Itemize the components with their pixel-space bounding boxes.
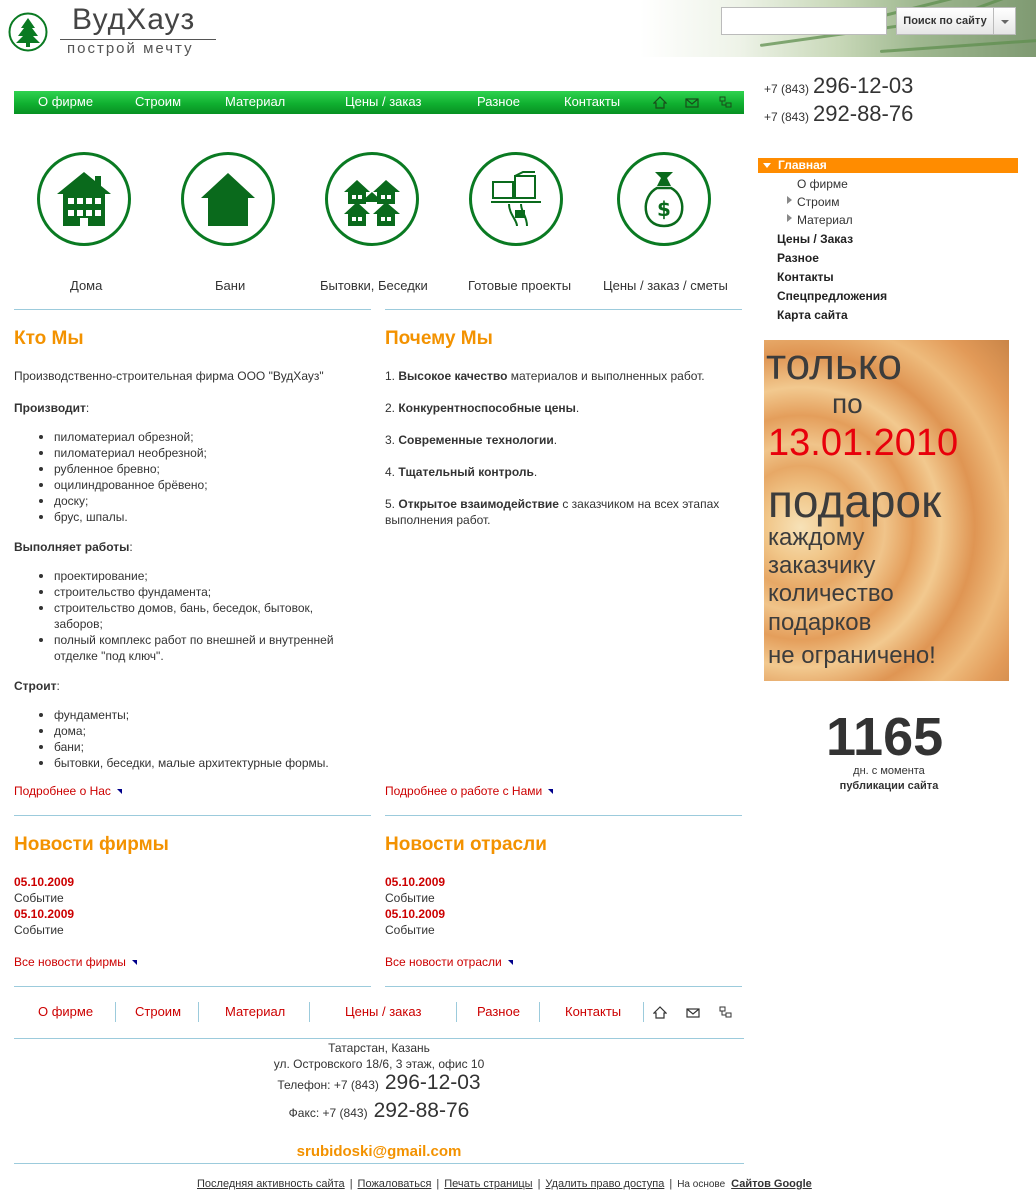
phone-primary bbox=[764, 73, 913, 99]
mail-icon[interactable] bbox=[686, 1006, 700, 1019]
expand-arrow-icon[interactable] bbox=[787, 196, 792, 204]
house-icon bbox=[55, 170, 113, 228]
footer-nav-build[interactable]: Строим bbox=[135, 1004, 182, 1019]
arrow-icon bbox=[548, 789, 553, 794]
works-list bbox=[14, 568, 344, 664]
phone-number: 292-88-76 bbox=[813, 101, 914, 126]
phone-label: Телефон: bbox=[277, 1078, 331, 1092]
sidebar-item-prices[interactable]: Цены / Заказ bbox=[777, 232, 854, 246]
list-item: фундаменты; bbox=[14, 707, 359, 723]
category-label[interactable]: Бытовки, Беседки bbox=[320, 278, 428, 293]
promo-line-unlimited: не ограничено! bbox=[768, 642, 936, 669]
section-title-company-news: Новости фирмы bbox=[14, 834, 169, 855]
list-item: пиломатериал обрезной; bbox=[14, 429, 354, 445]
phone-code: +7 (843) bbox=[764, 110, 810, 124]
why-item-text: . bbox=[575, 401, 580, 415]
footer-region: Татарстан, Казань bbox=[328, 1041, 430, 1055]
svg-text:$: $ bbox=[657, 197, 671, 221]
promo-line-customer: заказчику bbox=[768, 552, 876, 579]
home-icon[interactable] bbox=[653, 1006, 667, 1019]
sitemap-icon[interactable] bbox=[719, 1006, 733, 1019]
why-item-number: 5. bbox=[385, 497, 396, 511]
counter-caption-bold: публикации сайта bbox=[839, 780, 939, 792]
nav-item-prices[interactable]: Цены / заказ bbox=[345, 94, 422, 109]
why-item-number: 2. bbox=[385, 401, 396, 415]
news-date[interactable]: 05.10.2009 bbox=[14, 907, 75, 921]
why-item-text: . bbox=[553, 433, 558, 447]
category-label[interactable]: Цены / заказ / сметы bbox=[603, 278, 728, 293]
nav-item-build[interactable]: Строим bbox=[135, 94, 182, 109]
link-label: Все новости фирмы bbox=[14, 955, 126, 969]
promo-banner[interactable] bbox=[764, 340, 1009, 681]
why-item-bold: Тщательный контроль bbox=[398, 465, 534, 479]
promo-line-only: только bbox=[766, 340, 902, 389]
separator bbox=[456, 1002, 457, 1022]
separator bbox=[198, 1002, 199, 1022]
recent-activity-link[interactable]: Последняя активность сайта bbox=[197, 1178, 345, 1190]
category-label[interactable]: Дома bbox=[70, 278, 103, 293]
why-item-text: с заказчиком на всех этапах выполнения работ. bbox=[385, 497, 720, 527]
link-label: Подробнее о Нас bbox=[14, 784, 111, 798]
about-intro: Производственно-строительная фирма ООО "ВудХауз" bbox=[14, 369, 324, 383]
tree-logo-icon[interactable] bbox=[8, 12, 48, 52]
why-item-bold: Конкурентноспособные цены bbox=[398, 401, 576, 415]
builds-label: Строит bbox=[14, 679, 57, 693]
sitemap-icon[interactable] bbox=[719, 96, 733, 109]
mail-icon[interactable] bbox=[685, 96, 699, 109]
phone-number: 296-12-03 bbox=[813, 73, 914, 98]
category-ready-projects[interactable] bbox=[469, 152, 563, 246]
contact-email-link[interactable]: srubidoski@gmail.com bbox=[296, 1143, 462, 1160]
divider bbox=[385, 309, 742, 310]
produces-heading: Производит: bbox=[14, 401, 90, 415]
remove-access-link[interactable]: Удалить право доступа bbox=[545, 1178, 665, 1190]
works-label: Выполняет работы bbox=[14, 540, 130, 554]
footer-fax bbox=[14, 1099, 744, 1123]
all-industry-news-link[interactable] bbox=[385, 955, 513, 969]
arrow-icon bbox=[508, 960, 513, 965]
section-title-about: Кто Мы bbox=[14, 328, 84, 349]
nav-item-misc[interactable]: Разное bbox=[477, 94, 520, 109]
footer-street: ул. Островского 18/6, 3 этаж, офис 10 bbox=[273, 1057, 485, 1071]
why-item-bold: Открытое взаимодействие bbox=[398, 497, 559, 511]
search-input[interactable] bbox=[721, 7, 887, 35]
promo-line-gift: подарок bbox=[768, 475, 942, 527]
separator bbox=[309, 1002, 310, 1022]
why-item bbox=[385, 496, 725, 528]
category-label[interactable]: Бани bbox=[215, 278, 246, 293]
sauna-icon bbox=[199, 170, 257, 228]
sidebar-item-sitemap[interactable]: Карта сайта bbox=[777, 308, 848, 322]
nav-item-contacts[interactable]: Контакты bbox=[564, 94, 621, 109]
list-item: строительство фундамента; bbox=[14, 584, 344, 600]
home-icon[interactable] bbox=[653, 96, 667, 109]
more-work-link[interactable] bbox=[385, 784, 553, 798]
news-date[interactable]: 05.10.2009 bbox=[385, 875, 446, 889]
site-tagline: построй мечту bbox=[67, 40, 194, 57]
search-button[interactable]: Поиск по сайту bbox=[896, 7, 994, 35]
sidebar-item-home[interactable] bbox=[758, 158, 1018, 173]
footer-nav-misc[interactable]: Разное bbox=[477, 1004, 520, 1019]
link-label: Подробнее о работе с Нами bbox=[385, 784, 543, 798]
link-label: Все новости отрасли bbox=[385, 955, 502, 969]
print-page-link[interactable]: Печать страницы bbox=[444, 1178, 533, 1190]
category-prices[interactable] bbox=[617, 152, 711, 246]
days-counter: 1165 bbox=[826, 707, 944, 767]
divider bbox=[385, 986, 742, 987]
news-event[interactable]: Событие bbox=[385, 923, 435, 937]
category-saunas[interactable] bbox=[181, 152, 275, 246]
news-event[interactable]: Событие bbox=[14, 891, 64, 905]
fax-label: Факс: bbox=[288, 1106, 320, 1120]
sidebar-item-misc[interactable]: Разное bbox=[777, 251, 819, 265]
news-date[interactable]: 05.10.2009 bbox=[14, 875, 75, 889]
phone-code: +7 (843) bbox=[764, 82, 810, 96]
sidebar-item-build[interactable]: Строим bbox=[797, 195, 840, 209]
list-item: бытовки, беседки, малые архитектурные формы. bbox=[14, 755, 359, 771]
sidebar-item-material[interactable]: Материал bbox=[797, 213, 853, 227]
report-abuse-link[interactable]: Пожаловаться bbox=[357, 1178, 432, 1190]
section-title-industry-news: Новости отрасли bbox=[385, 834, 547, 855]
divider bbox=[14, 309, 371, 310]
footer-phone bbox=[14, 1071, 744, 1095]
top-nav-bar bbox=[14, 91, 744, 114]
projects-icon bbox=[487, 170, 545, 228]
footer-nav-about[interactable]: О фирме bbox=[38, 1004, 94, 1019]
site-title[interactable]: ВудХауз bbox=[72, 3, 196, 36]
divider bbox=[14, 1163, 744, 1164]
why-item-text: . bbox=[533, 465, 538, 479]
category-label[interactable]: Готовые проекты bbox=[468, 278, 572, 293]
nav-item-material[interactable]: Материал bbox=[225, 94, 286, 109]
news-date[interactable]: 05.10.2009 bbox=[385, 907, 446, 921]
phone-code: +7 (843) bbox=[333, 1078, 379, 1092]
section-title-why: Почему Мы bbox=[385, 328, 493, 349]
list-item: брус, шпалы. bbox=[14, 509, 354, 525]
arrow-icon bbox=[132, 960, 137, 965]
google-sites-footer: Последняя активность сайта | Пожаловаться | Печать страницы | Удалить право доступа | На основе Сайтов Google bbox=[197, 1178, 812, 1190]
divider bbox=[14, 986, 371, 987]
sidebar-item-contacts[interactable]: Контакты bbox=[777, 270, 834, 284]
fax-code: +7 (843) bbox=[322, 1106, 368, 1120]
why-item-number: 4. bbox=[385, 465, 396, 479]
promo-line-gifts: подарков bbox=[768, 609, 872, 636]
counter-caption: дн. с момента bbox=[853, 765, 925, 777]
phone-number: 296-12-03 bbox=[384, 1071, 481, 1094]
promo-date: 13.01.2010 bbox=[768, 422, 959, 464]
cabins-icon bbox=[343, 170, 401, 228]
why-item bbox=[385, 464, 735, 480]
footer-nav-contacts[interactable]: Контакты bbox=[565, 1004, 622, 1019]
category-houses[interactable] bbox=[37, 152, 131, 246]
separator bbox=[643, 1002, 644, 1022]
produces-list bbox=[14, 429, 354, 525]
produces-label: Производит bbox=[14, 401, 86, 415]
why-item-text: материалов и выполненных работ. bbox=[507, 369, 705, 383]
footer-nav-prices[interactable]: Цены / заказ bbox=[345, 1004, 422, 1019]
divider bbox=[14, 1038, 744, 1039]
google-sites-link[interactable]: Сайтов Google bbox=[731, 1178, 812, 1190]
powered-by-label: На основе bbox=[677, 1179, 726, 1190]
nav-item-about[interactable]: О фирме bbox=[38, 94, 94, 109]
sidebar-item-label: Главная bbox=[778, 158, 827, 172]
fax-number: 292-88-76 bbox=[373, 1099, 470, 1122]
works-heading: Выполняет работы: bbox=[14, 540, 133, 554]
list-item: пиломатериал необрезной; bbox=[14, 445, 354, 461]
divider bbox=[14, 815, 371, 816]
promo-line-until: по bbox=[832, 388, 863, 419]
arrow-icon bbox=[117, 789, 122, 794]
all-company-news-link[interactable] bbox=[14, 955, 137, 969]
news-event[interactable]: Событие bbox=[385, 891, 435, 905]
phone-secondary bbox=[764, 101, 913, 127]
sidebar-item-about[interactable]: О фирме bbox=[797, 177, 848, 191]
why-item-bold: Современные технологии bbox=[398, 433, 554, 447]
divider bbox=[385, 815, 742, 816]
search-options-dropdown[interactable] bbox=[994, 7, 1016, 35]
why-item bbox=[385, 432, 735, 448]
separator bbox=[539, 1002, 540, 1022]
more-about-link[interactable] bbox=[14, 784, 122, 798]
money-bag-icon bbox=[635, 170, 693, 228]
why-item bbox=[385, 400, 735, 416]
why-item-number: 1. bbox=[385, 369, 396, 383]
list-item: доску; bbox=[14, 493, 354, 509]
footer-nav-material[interactable]: Материал bbox=[225, 1004, 286, 1019]
why-item-number: 3. bbox=[385, 433, 396, 447]
list-item: проектирование; bbox=[14, 568, 344, 584]
promo-line-amount: количество bbox=[768, 580, 894, 607]
builds-list bbox=[14, 707, 359, 771]
builds-heading: Строит: bbox=[14, 679, 60, 693]
list-item: рубленное бревно; bbox=[14, 461, 354, 477]
why-item-bold: Высокое качество bbox=[398, 369, 508, 383]
list-item: оцилиндрованное брёвено; bbox=[14, 477, 354, 493]
list-item: строительство домов, бань, беседок, бытовок, заборов; bbox=[14, 600, 344, 632]
why-item bbox=[385, 368, 735, 384]
separator bbox=[115, 1002, 116, 1022]
news-event[interactable]: Событие bbox=[14, 923, 64, 937]
list-item: дома; bbox=[14, 723, 359, 739]
promo-line-each: каждому bbox=[768, 524, 865, 551]
list-item: бани; bbox=[14, 739, 359, 755]
sidebar-item-special-offers[interactable]: Спецпредложения bbox=[777, 289, 888, 303]
list-item: полный комплекс работ по внешней и внутренней отделке "под ключ". bbox=[14, 632, 344, 664]
expand-arrow-icon[interactable] bbox=[787, 214, 792, 222]
category-cabins[interactable] bbox=[325, 152, 419, 246]
